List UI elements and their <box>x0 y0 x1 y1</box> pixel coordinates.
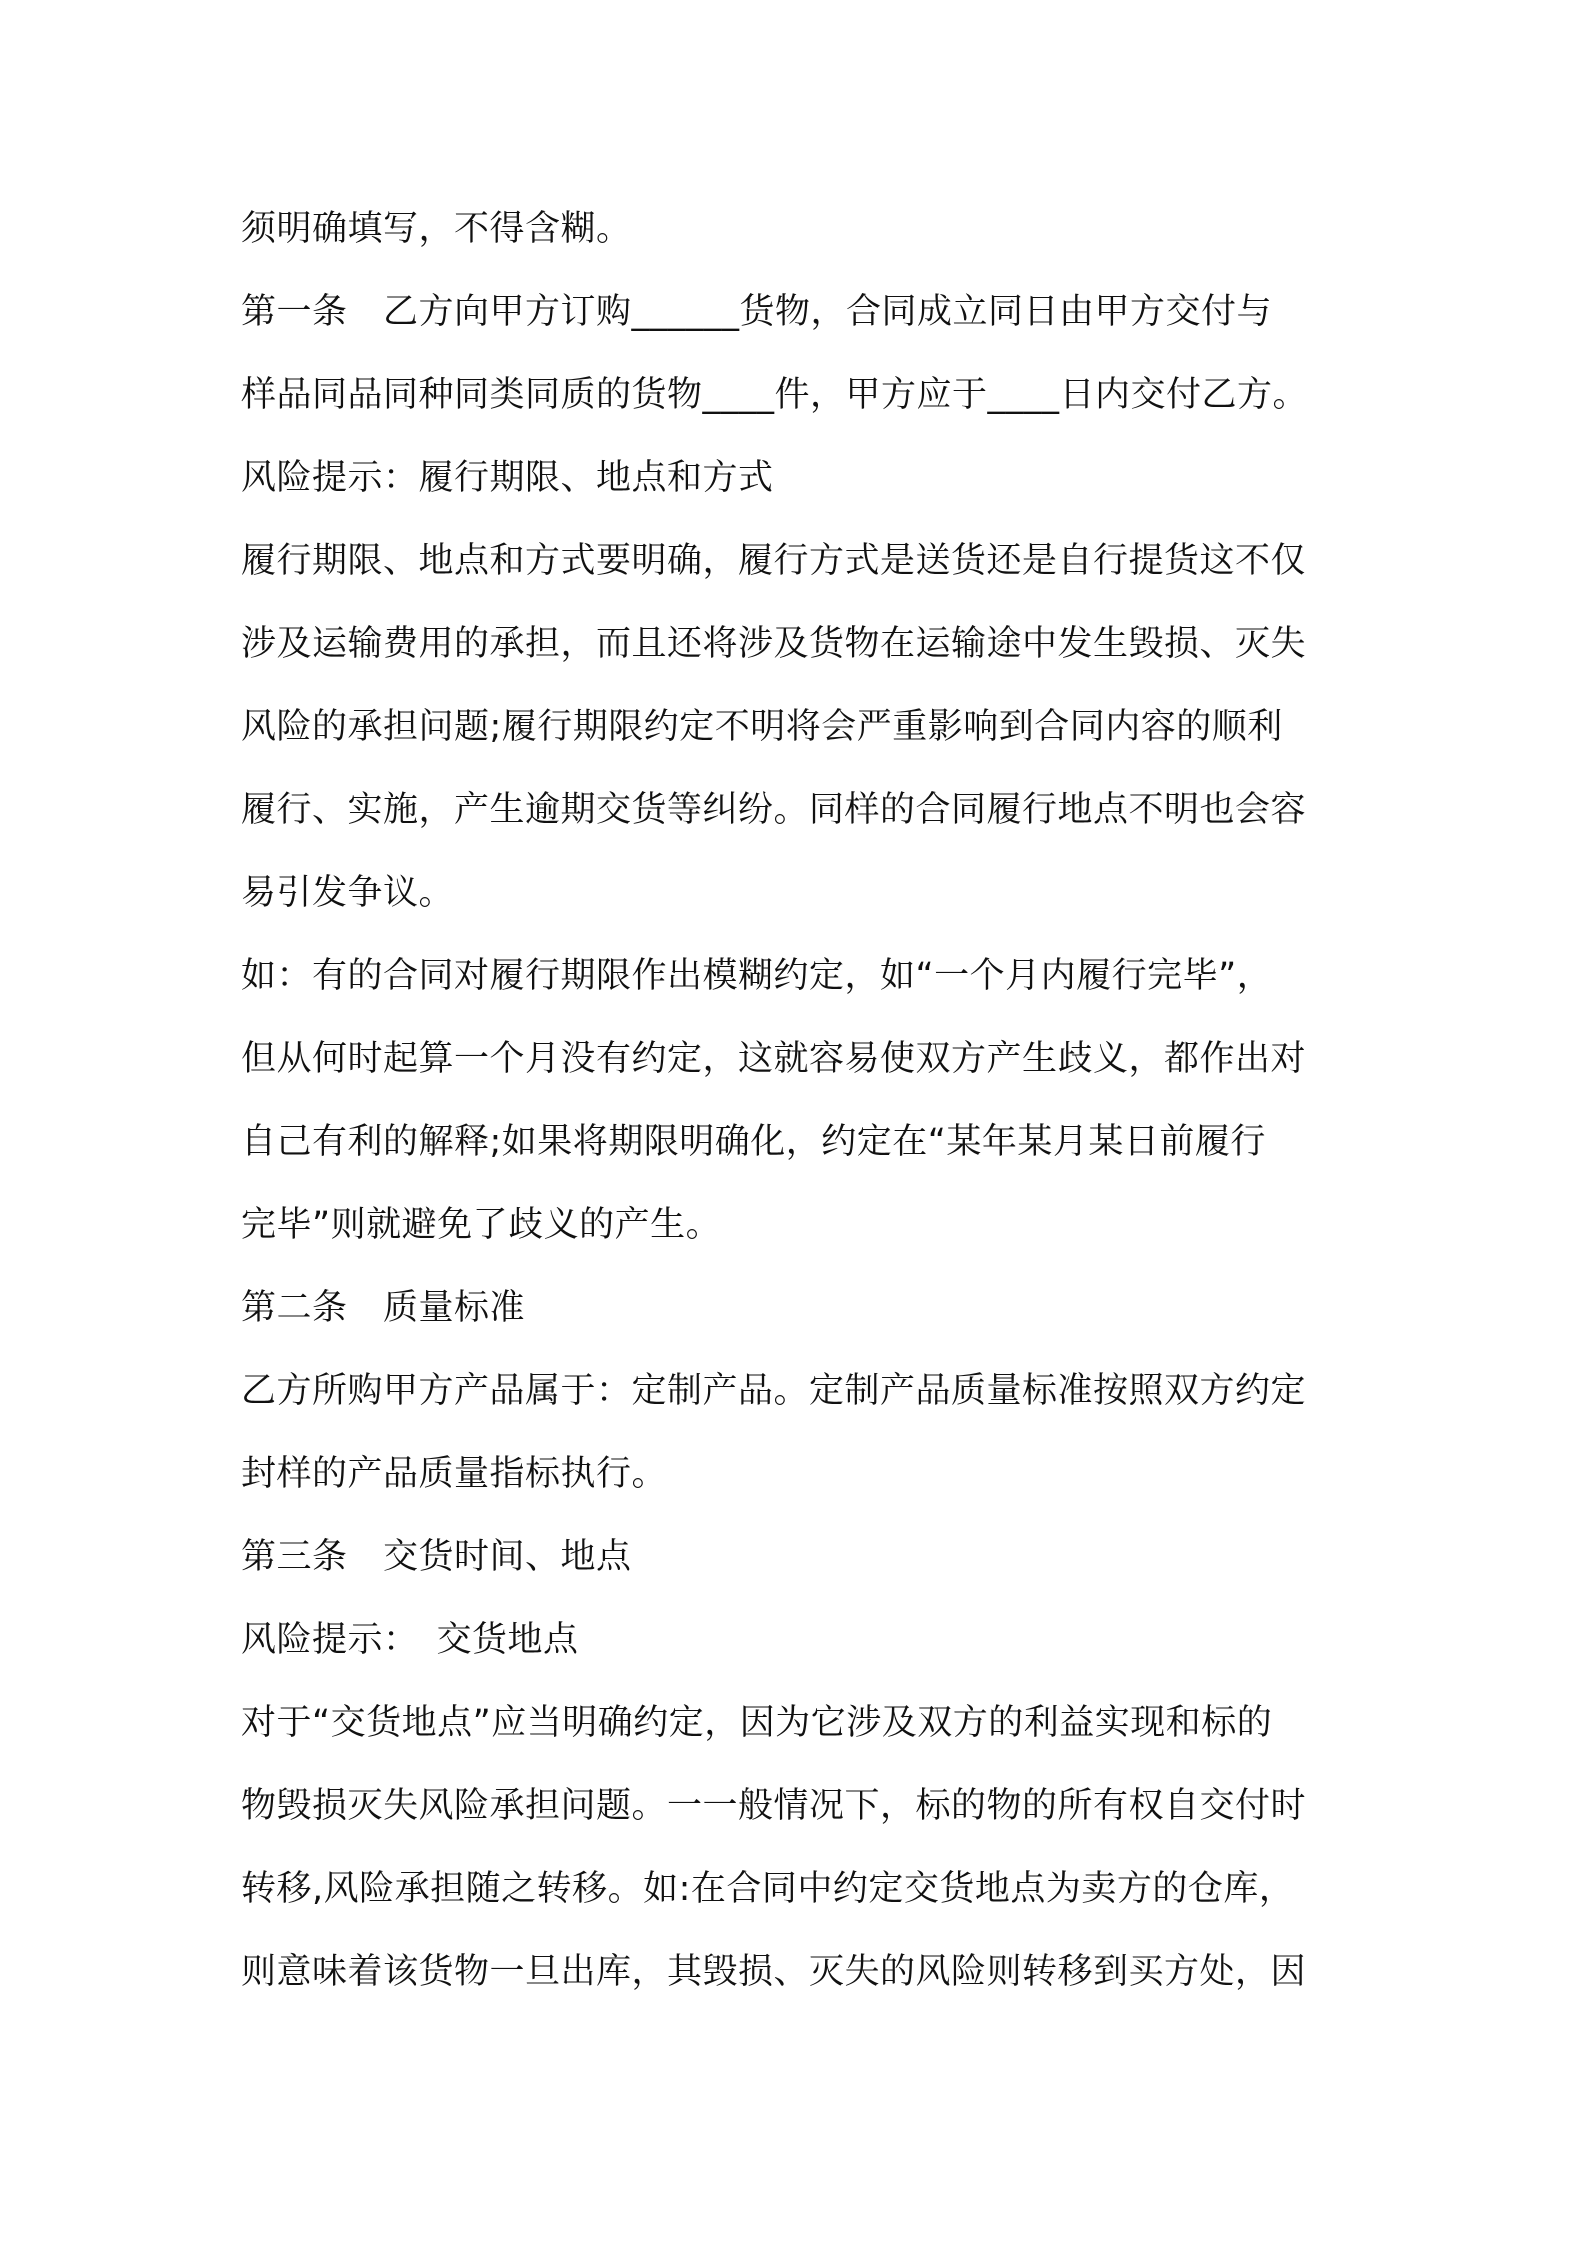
text-line: 须明确填写，不得含糊。 <box>241 209 632 249</box>
text-line: 易引发争议。 <box>241 873 455 913</box>
text-line: 乙方所购甲方产品属于：定制产品。定制产品质量标准按照双方约定 <box>241 1371 1307 1411</box>
text-line: 涉及运输费用的承担，而且还将涉及货物在运输途中发生毁损、灭失 <box>241 624 1307 664</box>
text-line: 风险提示：履行期限、地点和方式 <box>241 458 774 498</box>
text-line: 如：有的合同对履行期限作出模糊约定，如“一个月内履行完毕”， <box>241 956 1273 996</box>
text-line: 第三条 交货时间、地点 <box>241 1537 632 1577</box>
text-line: 自己有利的解释;如果将期限明确化，约定在“某年某月某日前履行 <box>241 1122 1266 1162</box>
text-line: 对于“交货地点”应当明确约定，因为它涉及双方的利益实现和标的 <box>241 1703 1273 1743</box>
text-line: 完毕”则就避免了歧义的产生。 <box>241 1205 722 1245</box>
text-line: 则意味着该货物一旦出库，其毁损、灭失的风险则转移到买方处，因 <box>241 1952 1307 1992</box>
text-line: 风险的承担问题;履行期限约定不明将会严重影响到合同内容的顺利 <box>241 707 1283 747</box>
text-line: 转移,风险承担随之转移。如:在合同中约定交货地点为卖方的仓库， <box>241 1869 1295 1909</box>
text-line: 风险提示： 交货地点 <box>241 1620 579 1660</box>
text-line: 第二条 质量标准 <box>241 1288 526 1328</box>
text-line: 履行期限、地点和方式要明确，履行方式是送货还是自行提货这不仅 <box>241 541 1307 581</box>
text-line: 封样的产品质量指标执行。 <box>241 1454 668 1494</box>
text-line: 履行、实施，产生逾期交货等纠纷。同样的合同履行地点不明也会容 <box>241 790 1307 830</box>
document-body <box>241 188 1381 2014</box>
text-line: 第一条 乙方向甲方订购______货物，合同成立同日由甲方交付与 <box>241 292 1273 332</box>
text-line: 样品同品同种同类同质的货物____件，甲方应于____日内交付乙方。 <box>241 375 1309 415</box>
text-line: 但从何时起算一个月没有约定，这就容易使双方产生歧义，都作出对 <box>241 1039 1307 1079</box>
text-line: 物毁损灭失风险承担问题。一一般情况下，标的物的所有权自交付时 <box>241 1786 1307 1826</box>
